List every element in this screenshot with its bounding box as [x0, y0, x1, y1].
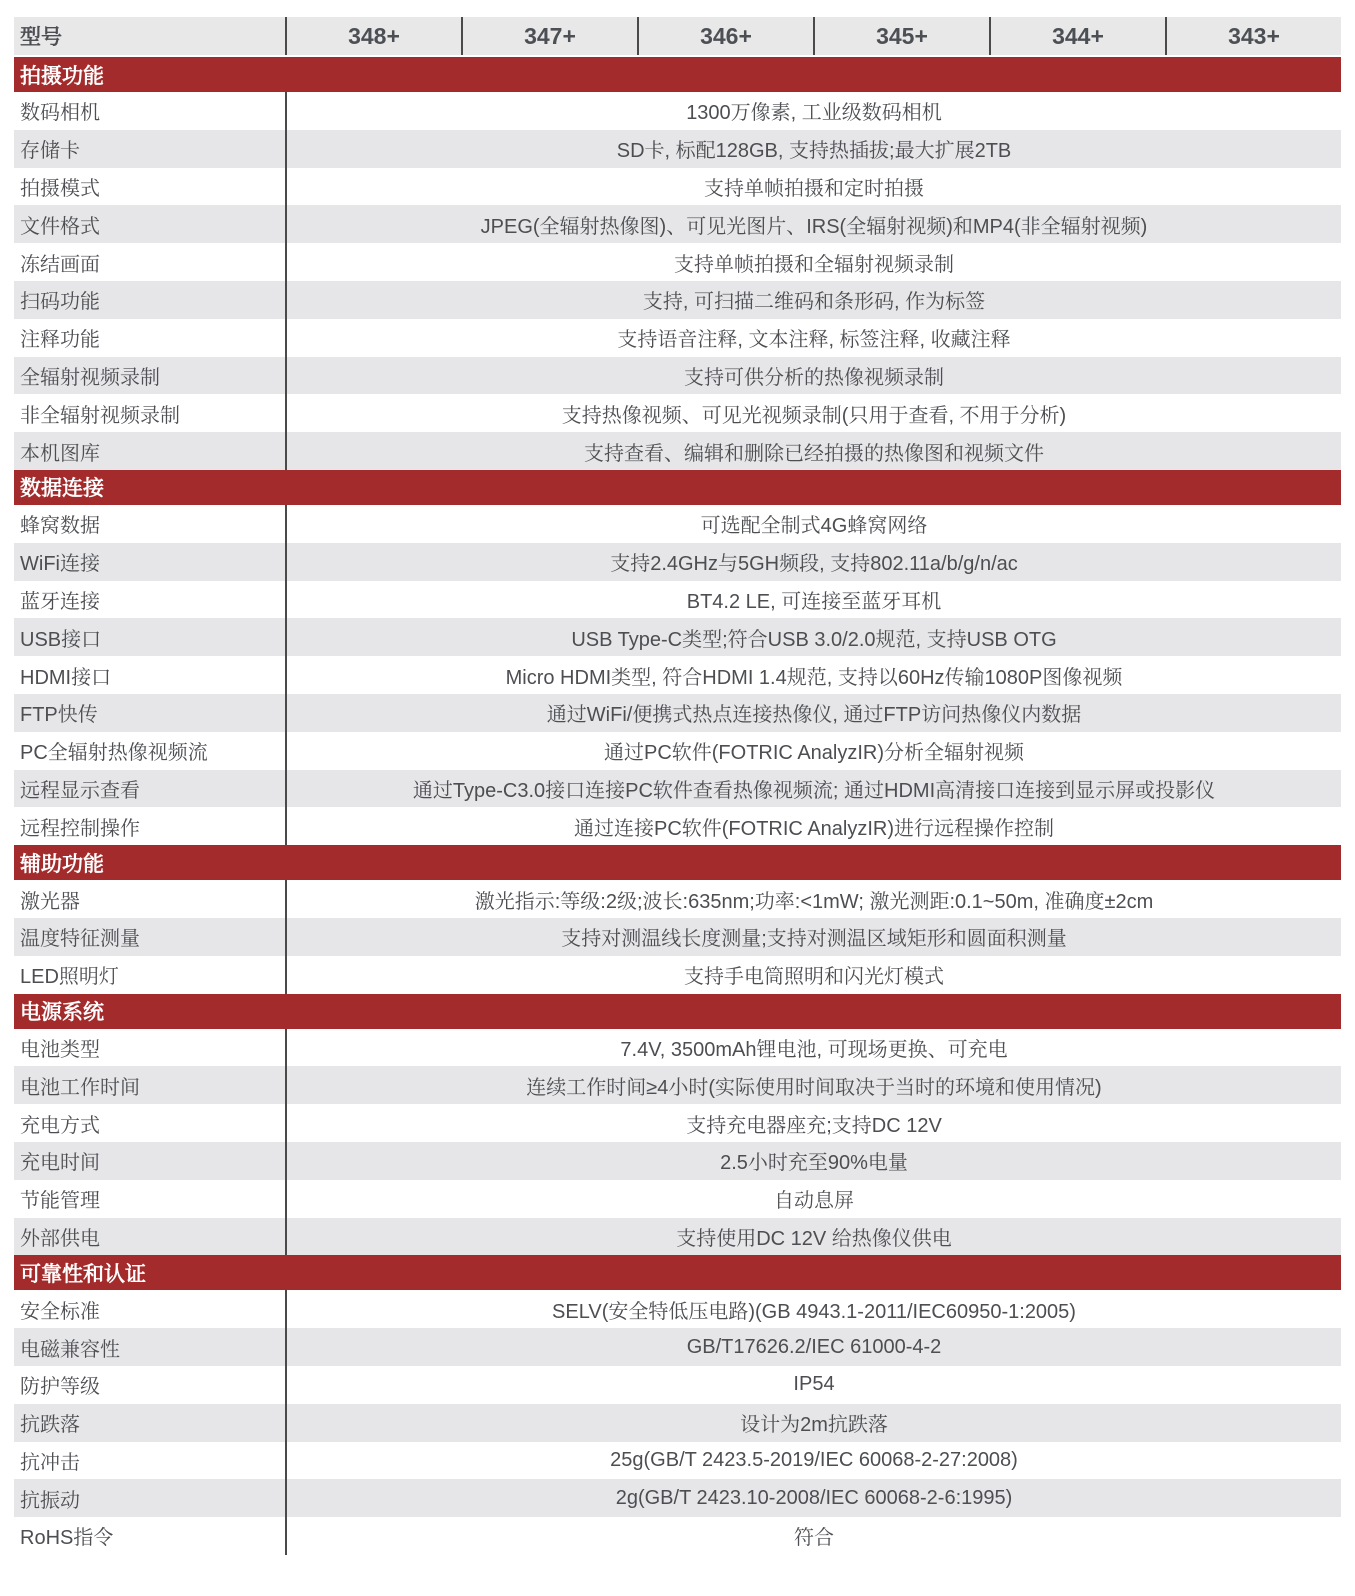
- spec-row-value: 可选配全制式4G蜂窝网络: [285, 505, 1341, 543]
- spec-row-label: 激光器: [20, 890, 80, 913]
- spec-row-value: 通过PC软件(FOTRIC AnalyzIR)分析全辐射视频: [285, 732, 1341, 770]
- section-rows: [14, 1029, 1341, 1256]
- spec-row: [14, 1366, 1341, 1404]
- section-rows: [14, 880, 1341, 993]
- spec-row-label: 抗跌落: [20, 1414, 80, 1437]
- section-header-bar: 可靠性和认证: [14, 1255, 1341, 1290]
- section-header-bar: 电源系统: [14, 994, 1341, 1029]
- spec-row: [14, 732, 1341, 770]
- spec-table-body: [14, 57, 1341, 1555]
- spec-row-value: GB/T17626.2/IEC 61000-4-2: [285, 1328, 1341, 1366]
- section-header-bar: 辅助功能: [14, 845, 1341, 880]
- spec-row-value: BT4.2 LE, 可连接至蓝牙耳机: [285, 581, 1341, 619]
- spec-row-label: 非全辐射视频录制: [20, 404, 180, 427]
- spec-row-label: 充电时间: [20, 1152, 100, 1175]
- spec-row: [14, 357, 1341, 395]
- spec-row-label: 数码相机: [20, 102, 100, 125]
- spec-row-label: 拍摄模式: [20, 177, 100, 200]
- spec-row-value: 支持可供分析的热像视频录制: [285, 357, 1341, 395]
- spec-row-label: FTP快传: [20, 704, 98, 727]
- model-header-columns: [285, 17, 1341, 55]
- model-column-header: 347+: [461, 17, 637, 55]
- model-header-row: [14, 17, 1341, 55]
- spec-row-label: HDMI接口: [20, 666, 112, 689]
- spec-row-label: 防护等级: [20, 1376, 100, 1399]
- spec-row: [14, 1180, 1341, 1218]
- spec-row-label: 蜂窝数据: [20, 515, 100, 538]
- spec-row-label: 温度特征测量: [20, 928, 140, 951]
- spec-row-label: 节能管理: [20, 1190, 100, 1213]
- spec-row: [14, 656, 1341, 694]
- spec-row-value: SD卡, 标配128GB, 支持热插拔;最大扩展2TB: [285, 130, 1341, 168]
- spec-row-label: 充电方式: [20, 1114, 100, 1137]
- spec-row-value: SELV(安全特低压电路)(GB 4943.1-2011/IEC60950-1:2005): [285, 1290, 1341, 1328]
- spec-row-label: 电磁兼容性: [20, 1338, 120, 1361]
- spec-row-value: 支持语音注释, 文本注释, 标签注释, 收藏注释: [285, 319, 1341, 357]
- spec-row: [14, 1328, 1341, 1366]
- spec-row-label: 外部供电: [20, 1227, 100, 1250]
- spec-row-value: IP54: [285, 1366, 1341, 1404]
- spec-row: [14, 1066, 1341, 1104]
- spec-row-value: 符合: [285, 1517, 1341, 1555]
- spec-row-value: Micro HDMI类型, 符合HDMI 1.4规范, 支持以60Hz传输1080P图像视频: [285, 656, 1341, 694]
- spec-row: [14, 1142, 1341, 1180]
- spec-row-label: 抗冲击: [20, 1451, 80, 1474]
- spec-row: [14, 243, 1341, 281]
- spec-section: [14, 57, 1341, 470]
- spec-row-label: 扫码功能: [20, 291, 100, 314]
- spec-row-value: USB Type-C类型;符合USB 3.0/2.0规范, 支持USB OTG: [285, 618, 1341, 656]
- spec-row: [14, 807, 1341, 845]
- model-header-label: 型号: [20, 26, 62, 49]
- model-column-header: 345+: [813, 17, 989, 55]
- spec-row: [14, 956, 1341, 994]
- spec-row-value: 通过WiFi/便携式热点连接热像仪, 通过FTP访问热像仪内数据: [285, 694, 1341, 732]
- spec-row-value: 支持单帧拍摄和定时拍摄: [285, 168, 1341, 206]
- spec-row-value: JPEG(全辐射热像图)、可见光图片、IRS(全辐射视频)和MP4(非全辐射视频): [285, 205, 1341, 243]
- spec-row: [14, 432, 1341, 470]
- spec-row-label: 冻结画面: [20, 253, 100, 276]
- spec-row-value: 支持2.4GHz与5GH频段, 支持802.11a/b/g/n/ac: [285, 543, 1341, 581]
- spec-row-label: 本机图库: [20, 442, 100, 465]
- spec-row-value: 连续工作时间≥4小时(实际使用时间取决于当时的环境和使用情况): [285, 1066, 1341, 1104]
- spec-row: [14, 770, 1341, 808]
- spec-row-value: 支持, 可扫描二维码和条形码, 作为标签: [285, 281, 1341, 319]
- spec-row-label: WiFi连接: [20, 553, 100, 576]
- spec-row-label: 存储卡: [20, 140, 80, 163]
- spec-row-label: 远程控制操作: [20, 817, 140, 840]
- spec-row-value: 通过连接PC软件(FOTRIC AnalyzIR)进行远程操作控制: [285, 807, 1341, 845]
- spec-row-value: 自动息屏: [285, 1180, 1341, 1218]
- spec-row: [14, 130, 1341, 168]
- spec-row-label: 电池类型: [20, 1038, 100, 1061]
- spec-row-label: 蓝牙连接: [20, 590, 100, 613]
- spec-row: [14, 618, 1341, 656]
- spec-row: [14, 505, 1341, 543]
- model-column-header: 346+: [637, 17, 813, 55]
- spec-row-value: 2g(GB/T 2423.10-2008/IEC 60068-2-6:1995): [285, 1479, 1341, 1517]
- spec-row: [14, 205, 1341, 243]
- spec-row-label: RoHS指令: [20, 1527, 114, 1550]
- section-rows: [14, 1290, 1341, 1555]
- spec-row: [14, 1029, 1341, 1067]
- spec-row: [14, 1104, 1341, 1142]
- spec-row-label: 注释功能: [20, 329, 100, 352]
- spec-row-value: 1300万像素, 工业级数码相机: [285, 92, 1341, 130]
- spec-row: [14, 1218, 1341, 1256]
- spec-section: [14, 470, 1341, 845]
- spec-row-value: 激光指示:等级:2级;波长:635nm;功率:<1mW; 激光测距:0.1~50m, 准确度±2cm: [285, 880, 1341, 918]
- model-column-header: 344+: [989, 17, 1165, 55]
- spec-row-label: 全辐射视频录制: [20, 366, 160, 389]
- spec-row-label: 远程显示查看: [20, 779, 140, 802]
- spec-row: [14, 1290, 1341, 1328]
- model-column-header: 348+: [285, 17, 461, 55]
- spec-row: [14, 92, 1341, 130]
- spec-row-label: 抗振动: [20, 1489, 80, 1512]
- spec-row-value: 支持查看、编辑和删除已经拍摄的热像图和视频文件: [285, 432, 1341, 470]
- spec-table: [14, 17, 1341, 1555]
- spec-section: [14, 1255, 1341, 1555]
- spec-row-value: 设计为2m抗跌落: [285, 1404, 1341, 1442]
- spec-row: [14, 319, 1341, 357]
- spec-row-value: 25g(GB/T 2423.5-2019/IEC 60068-2-27:2008): [285, 1442, 1341, 1480]
- spec-row-value: 支持充电器座充;支持DC 12V: [285, 1104, 1341, 1142]
- spec-row-value: 支持热像视频、可见光视频录制(只用于查看, 不用于分析): [285, 394, 1341, 432]
- spec-row-value: 7.4V, 3500mAh锂电池, 可现场更换、可充电: [285, 1029, 1341, 1067]
- spec-section: [14, 845, 1341, 993]
- spec-row: [14, 581, 1341, 619]
- model-column-header: 343+: [1165, 17, 1341, 55]
- spec-row: [14, 1404, 1341, 1442]
- spec-row: [14, 1442, 1341, 1480]
- spec-row: [14, 1517, 1341, 1555]
- spec-row-label: PC全辐射热像视频流: [20, 742, 208, 765]
- section-rows: [14, 92, 1341, 470]
- spec-row: [14, 694, 1341, 732]
- section-rows: [14, 505, 1341, 845]
- spec-row-value: 2.5小时充至90%电量: [285, 1142, 1341, 1180]
- spec-row: [14, 543, 1341, 581]
- spec-row: [14, 168, 1341, 206]
- spec-row: [14, 394, 1341, 432]
- spec-row-value: 支持使用DC 12V 给热像仪供电: [285, 1218, 1341, 1256]
- section-header-bar: 拍摄功能: [14, 57, 1341, 92]
- spec-row-label: 安全标准: [20, 1300, 100, 1323]
- spec-row: [14, 1479, 1341, 1517]
- spec-row-value: 通过Type-C3.0接口连接PC软件查看热像视频流; 通过HDMI高清接口连接到显示屏或投影仪: [285, 770, 1341, 808]
- spec-row-value: 支持对测温线长度测量;支持对测温区域矩形和圆面积测量: [285, 918, 1341, 956]
- spec-row-value: 支持手电筒照明和闪光灯模式: [285, 956, 1341, 994]
- spec-row-value: 支持单帧拍摄和全辐射视频录制: [285, 243, 1341, 281]
- spec-row-label: LED照明灯: [20, 966, 119, 989]
- spec-row: [14, 918, 1341, 956]
- spec-row-label: 文件格式: [20, 215, 100, 238]
- spec-row: [14, 281, 1341, 319]
- spec-row-label: USB接口: [20, 628, 102, 651]
- section-header-bar: 数据连接: [14, 470, 1341, 505]
- spec-row: [14, 880, 1341, 918]
- spec-section: [14, 994, 1341, 1256]
- spec-row-label: 电池工作时间: [20, 1076, 140, 1099]
